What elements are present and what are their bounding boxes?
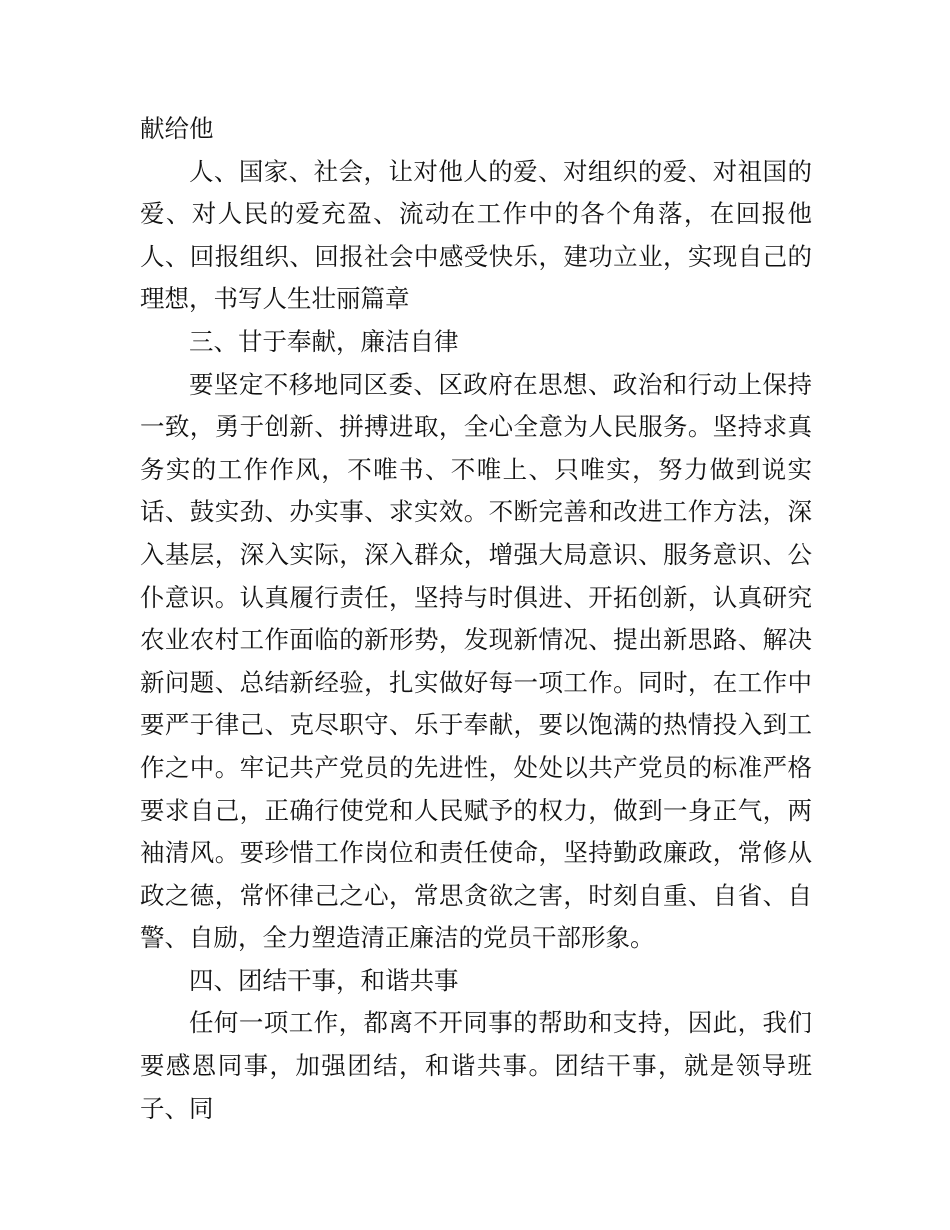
section-heading-three: 三、甘于奉献，廉洁自律 — [189, 326, 459, 356]
paragraph-unity-colleagues: 任何一项工作，都离不开同事的帮助和支持，因此，我们要感恩同事，加强团结，和谐共事。团结干事，就是领导班子、同 — [140, 1008, 812, 1123]
paragraph-continuation-fragment: 献给他 — [140, 114, 214, 143]
section-heading-four: 四、团结干事，和谐共事 — [189, 965, 459, 995]
paragraph-dedication-integrity: 要坚定不移地同区委、区政府在思想、政治和行动上保持一致，勇于创新、拼搏进取，全心全意为人民服务。坚持求真务实的工作作风，不唯书、不唯上、只唯实，努力做到说实话、鼓实劲、办实事、求实效。不断完善和改进工作方法，深入基层，深入实际，深入群众，增强大局意识、服务意识、公仆意识。认真履行责任，坚持与时俱进、开拓创新，认真研究农业农村工作面临的新形势，发现新情况、提出新思路、解决新问题、总结新经验，扎实做好每一项工作。同时，在工作中要严于律己、克尽职守、乐于奉献，要以饱满的热情投入到工作之中。牢记共产党员的先进性，处处以共产党员的标准严格要求自己，正确行使党和人民赋予的权力，做到一身正气，两袖清风。要珍惜工作岗位和责任使命，坚持勤政廉政，常修从政之德，常怀律己之心，常思贪欲之害，时刻自重、自省、自警、自励，全力塑造清正廉洁的党员干部形象。 — [140, 369, 812, 953]
paragraph-repay-society: 人、国家、社会，让对他人的爱、对组织的爱、对祖国的爱、对人民的爱充盈、流动在工作中的各个角落，在回报他人、回报组织、回报社会中感受快乐，建功立业，实现自己的理想，书写人生壮丽篇章 — [140, 156, 812, 314]
document-body — [140, 108, 812, 1130]
